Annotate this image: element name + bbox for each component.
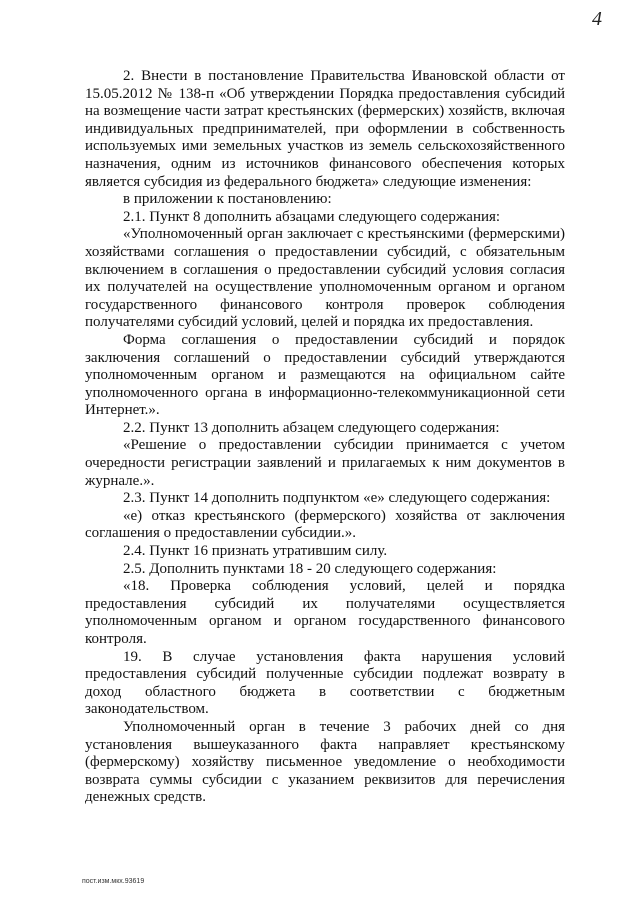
paragraph-notification: Уполномоченный орган в течение 3 рабочих дней со дня установления вышеуказанного факта направляет крестьянскому (фермерскому) хозяйству письменное уведомление о необходимости возврата суммы субсидии с указанием реквизитов для перечисления денежных средств. bbox=[85, 718, 565, 806]
paragraph-item-2-5: 2.5. Дополнить пунктами 18 - 20 следующего содержания: bbox=[123, 560, 497, 577]
paragraph-agreement-form: Форма соглашения о предоставлении субсидий и порядок заключения соглашений о предоставлении субсидий утверждаются уполномоченным органом и размещаются на официальном сайте уполномоченного органа в информационно-телекоммуникационной сети Интернет.». bbox=[85, 331, 565, 419]
paragraph-authorized-body: «Уполномоченный орган заключает с крестьянскими (фермерскими) хозяйствами соглашения о предоставлении субсидий, с обязательным включением в соглашения о предоставлении субсидий условия согласия их получателей на осуществление уполномоченным органом и органом государственного финансового контроля проверок соблюдения получателями субсидий условий, целей и порядка их предоставления. bbox=[85, 226, 565, 331]
page-number: 4 bbox=[592, 8, 602, 30]
paragraph-item-2-1: 2.1. Пункт 8 дополнить абзацами следующего содержания: bbox=[123, 208, 501, 225]
paragraph-decision: «Решение о предоставлении субсидии принимается с учетом очередности регистрации заявлений и прилагаемых к ним документов в журнале.». bbox=[85, 437, 565, 489]
paragraph-in-appendix: в приложении к постановлению: bbox=[123, 191, 332, 208]
paragraph-point-18: «18. Проверка соблюдения условий, целей и порядка предоставления субсидий их получателями осуществляется уполномоченным органом и органом государственного финансового контроля. bbox=[85, 578, 565, 647]
paragraph-item-2-2: 2.2. Пункт 13 дополнить абзацем следующего содержания: bbox=[123, 419, 500, 436]
paragraph-amendment-intro: 2. Внести в постановление Правительства Ивановской области от 15.05.2012 № 138-п «Об утверждении Порядка предоставления субсидий на возмещение части затрат крестьянских (фермерских) хозяйств, включая индивидуальных предпринимателей, при оформлении в собственность используемых ими земельных участков из земель сельскохозяйственного назначения, одним из источников финансового обеспечения которых является субсидия из федерального бюджета» следующие изменения: bbox=[85, 68, 565, 190]
footer-code: пост.изм.мкх.93619 bbox=[82, 878, 145, 885]
paragraph-item-2-3: 2.3. Пункт 14 дополнить подпунктом «е» следующего содержания: bbox=[123, 490, 551, 507]
document-body bbox=[85, 68, 565, 807]
paragraph-item-2-4: 2.4. Пункт 16 признать утратившим силу. bbox=[123, 543, 388, 560]
paragraph-point-19: 19. В случае установления факта нарушения условий предоставления субсидий полученные субсидии подлежат возврату в доход областного бюджета в соответствии с бюджетным законодательством. bbox=[85, 648, 565, 718]
paragraph-subitem-e: «е) отказ крестьянского (фермерского) хозяйства от заключения соглашения о предоставлении субсидии.». bbox=[85, 507, 565, 542]
